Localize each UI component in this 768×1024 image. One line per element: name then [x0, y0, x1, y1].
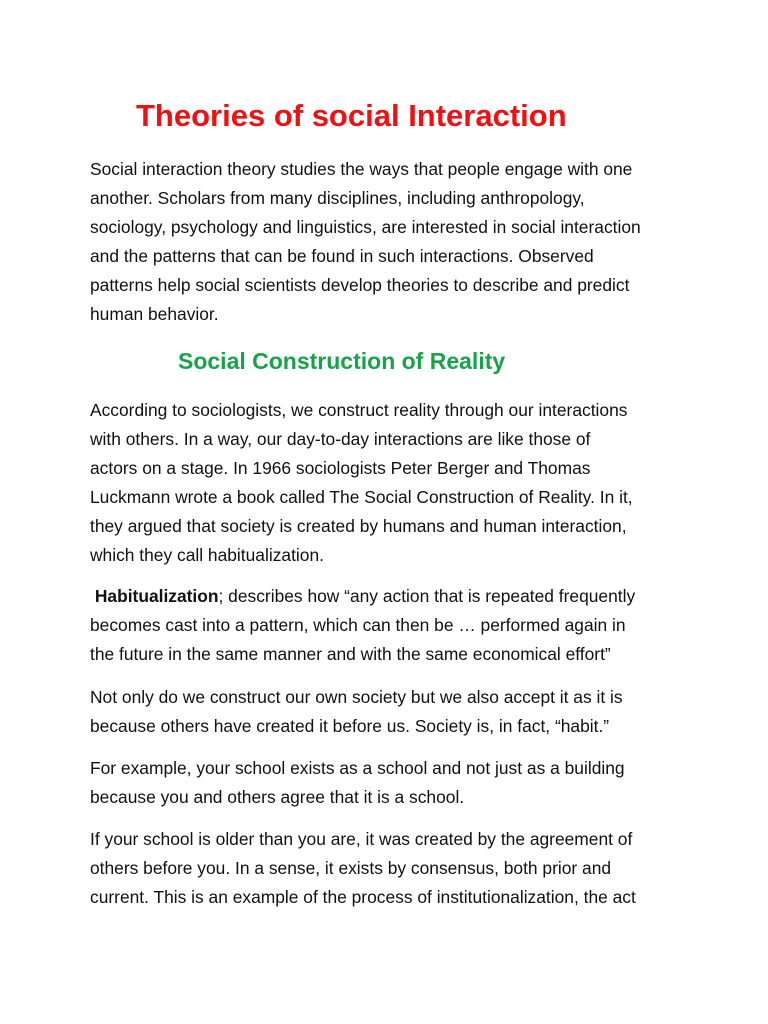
text-line: sociology, psychology and linguistics, are interested in social interaction: [90, 217, 641, 237]
text-line: which they call habitualization.: [90, 545, 324, 565]
text-line: becomes cast into a pattern, which can then be … performed again in: [90, 615, 626, 635]
text-line: Not only do we construct our own society but we also accept it as it is: [90, 687, 623, 707]
text-line: the future in the same manner and with the same economical effort”: [90, 644, 611, 664]
text-line: patterns help social scientists develop theories to describe and predict: [90, 275, 630, 295]
text-line: others before you. In a sense, it exists by consensus, both prior and: [90, 858, 612, 878]
text-line: Luckmann wrote a book called The Social Construction of Reality. In it,: [90, 487, 633, 507]
text-line: current. This is an example of the process of institutionalization, the act: [90, 887, 636, 907]
text-line: they argued that society is created by humans and human interaction,: [90, 516, 627, 536]
habitualization-definition: ; describes how “any action that is repeated frequently: [218, 586, 636, 606]
society-habit-paragraph: [90, 683, 690, 741]
section-heading: Social Construction of Reality: [178, 348, 506, 374]
text-line: another. Scholars from many disciplines, including anthropology,: [90, 188, 585, 208]
school-example-paragraph: [90, 754, 690, 812]
institutionalization-paragraph: [90, 825, 690, 912]
text-line: and the patterns that can be found in such interactions. Observed: [90, 246, 594, 266]
text-line: Social interaction theory studies the ways that people engage with one: [90, 159, 633, 179]
text-line: because others have created it before us. Society is, in fact, “habit.”: [90, 716, 610, 736]
intro-paragraph: [90, 155, 690, 329]
text-line: actors on a stage. In 1966 sociologists Peter Berger and Thomas: [90, 458, 591, 478]
habitualization-term: Habitualization: [94, 586, 219, 606]
page-title: Theories of social Interaction: [136, 98, 567, 133]
text-line: For example, your school exists as a school and not just as a building: [90, 758, 625, 778]
text-line: If your school is older than you are, it was created by the agreement of: [90, 829, 633, 849]
text-line: According to sociologists, we construct reality through our interactions: [90, 400, 628, 420]
construction-paragraph: [90, 396, 690, 570]
text-line: human behavior.: [90, 304, 219, 324]
text-line: [90, 582, 690, 611]
text-line: because you and others agree that it is a school.: [90, 787, 465, 807]
text-line: with others. In a way, our day-to-day interactions are like those of: [90, 429, 591, 449]
habitualization-paragraph: [90, 582, 690, 669]
